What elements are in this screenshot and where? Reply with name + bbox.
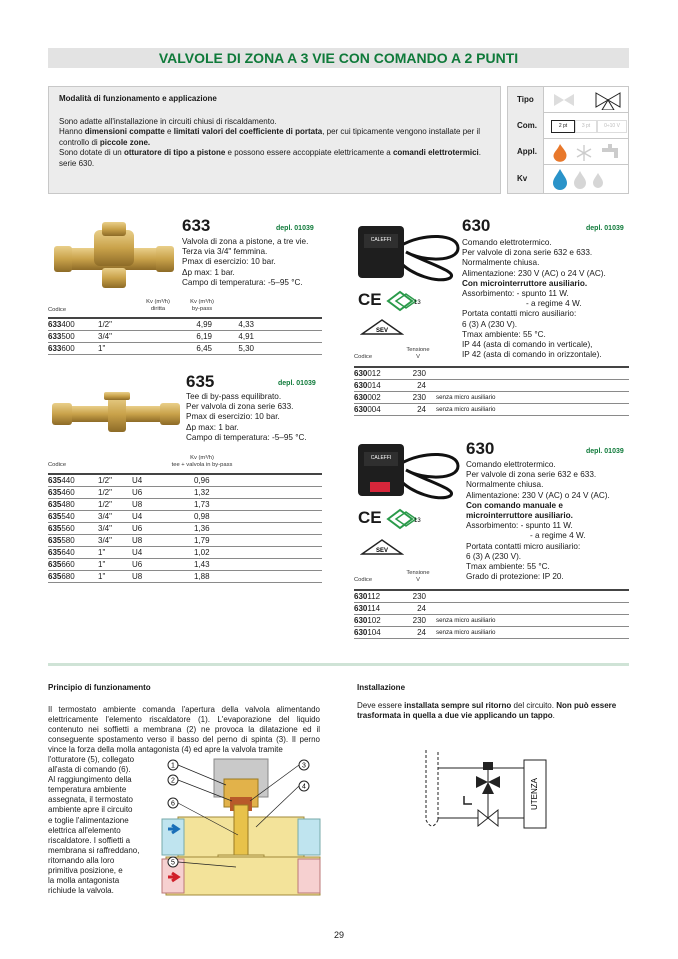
- table-row: [48, 523, 322, 535]
- p630a-col-tens: Tensione V: [406, 347, 430, 360]
- mode-p1: Sono adatte all'installazione in circuiti chiusi di riscaldamento.: [59, 116, 277, 126]
- svg-text:SEV: SEV: [375, 328, 389, 334]
- kv-diritta-cell: 6,45: [196, 344, 212, 353]
- kv-bypass-cell: 5,30: [238, 344, 254, 353]
- kv-cell: 1,73: [194, 500, 210, 509]
- code-cell: 633600: [48, 344, 75, 353]
- cat-row-kv: Kv: [508, 165, 628, 193]
- p633-col-kv1: Kv (m³/h) diritta: [146, 299, 170, 312]
- p630b-depl: depl. 01039: [586, 448, 624, 455]
- svg-text:1: 1: [171, 762, 175, 770]
- kv-cell: 0,98: [194, 512, 210, 521]
- mode-p2: Hanno dimensioni compatte e limitati valori del coefficiente di portata, per cui tipicamente vengono installate per il controllo di piccole zone.: [59, 127, 481, 147]
- com-0-10v: 0÷10 V: [597, 120, 627, 133]
- u-cell: U8: [132, 536, 143, 545]
- p633-col-kv2: Kv (m³/h) by-pass: [190, 299, 214, 312]
- code-cell: 635540: [48, 512, 75, 521]
- mode-p3: Sono dotate di un otturatore di tipo a pistone e possono essere accoppiate elettricamente a comandi elettrotermici. serie 630.: [59, 148, 481, 168]
- kv-drops-icon: [550, 168, 626, 190]
- code-cell: 633500: [48, 332, 75, 341]
- svg-text:2: 2: [171, 777, 175, 785]
- table-row: [354, 368, 629, 380]
- cat-row-com: Com. 2 pt 3 pt 0÷10 V: [508, 113, 628, 139]
- kv-cell: 0,96: [194, 476, 210, 485]
- table-row: [48, 535, 322, 547]
- valve-cutaway-diagram: [158, 755, 324, 905]
- voltage-cell: 24: [417, 628, 426, 637]
- installazione-title: Installazione: [357, 683, 406, 692]
- table-row: [354, 404, 629, 416]
- code-cell: 635480: [48, 500, 75, 509]
- kv-cell: 1,43: [194, 560, 210, 569]
- table-row: [48, 343, 322, 355]
- com-3pt: 3 pt: [575, 120, 597, 133]
- u-cell: U8: [132, 500, 143, 509]
- table-row: [48, 571, 322, 583]
- flow-arrow-icon: [464, 796, 472, 804]
- u-cell: U6: [132, 524, 143, 533]
- mode-box: [48, 86, 501, 194]
- table-row: [354, 627, 629, 639]
- installation-schematic: [406, 748, 556, 840]
- note-cell: senza micro ausiliario: [436, 629, 496, 636]
- kv-diritta-cell: 6,19: [196, 332, 212, 341]
- size-cell: 3/4": [98, 512, 112, 521]
- p630a-depl: depl. 01039: [586, 225, 624, 232]
- size-cell: 1/2": [98, 500, 112, 509]
- valve-type-icon: [550, 90, 626, 110]
- voltage-cell: 24: [417, 405, 426, 414]
- table-row: [354, 603, 629, 615]
- kv-cell: 1,02: [194, 548, 210, 557]
- actuator-630-manual-image: [354, 440, 464, 500]
- code-cell: 630012: [354, 369, 381, 378]
- code-cell: 635640: [48, 548, 75, 557]
- svg-text:6: 6: [171, 800, 175, 808]
- kv-diritta-cell: 4,99: [196, 320, 212, 329]
- table-row: [48, 559, 322, 571]
- note-cell: senza micro ausiliario: [436, 394, 496, 401]
- p630b-col-tens: Tensione V: [406, 570, 430, 583]
- table-row: [354, 392, 629, 404]
- table-row: [48, 475, 322, 487]
- category-table: [507, 86, 629, 194]
- section-separator: [48, 663, 629, 666]
- actuator-630-image: [354, 222, 464, 282]
- p633-title: 633: [182, 216, 211, 235]
- code-cell: 635460: [48, 488, 75, 497]
- voltage-cell: 24: [417, 604, 426, 613]
- code-cell: 630104: [354, 628, 381, 637]
- code-cell: 630114: [354, 604, 381, 613]
- imq-mark-icon: [386, 508, 424, 530]
- svg-text:SEV: SEV: [375, 548, 389, 554]
- kv-bypass-cell: 4,91: [238, 332, 254, 341]
- u-cell: U4: [132, 548, 143, 557]
- code-cell: 635580: [48, 536, 75, 545]
- u-cell: U4: [132, 476, 143, 485]
- p633-depl: depl. 01039: [276, 225, 314, 232]
- manual-knob-icon: [370, 482, 390, 492]
- u-cell: U6: [132, 560, 143, 569]
- mode-heading: Modalità di funzionamento e applicazione: [59, 94, 217, 103]
- kv-cell: 1,36: [194, 524, 210, 533]
- voltage-cell: 230: [412, 592, 426, 601]
- p635-title: 635: [186, 372, 215, 391]
- code-cell: 635660: [48, 560, 75, 569]
- size-cell: 1": [98, 548, 106, 557]
- ce-mark-b: CE: [358, 508, 382, 527]
- table-row: [354, 615, 629, 627]
- kv-cell: 1,88: [194, 572, 210, 581]
- size-cell: 1/2": [98, 320, 112, 329]
- p635-desc: Tee di by-pass equilibrato. Per valvola di zona serie 633. Pmax di esercizio: 10 bar. Δp max: 1 bar. Campo di temperatura: -5–95 °C.: [186, 392, 307, 442]
- installazione-text: Deve essere installata sempre sul ritorno del circuito. Non può essere trasformata in quella a due vie applicando un tappo.: [357, 701, 617, 721]
- size-cell: 3/4": [98, 536, 112, 545]
- svg-text:3: 3: [302, 762, 306, 770]
- u-cell: U6: [132, 488, 143, 497]
- table-row: [48, 331, 322, 343]
- size-cell: 1": [98, 560, 106, 569]
- voltage-cell: 230: [412, 393, 426, 402]
- p633-desc: Valvola di zona a pistone, a tre vie. Terza via 3/4" femmina. Pmax di esercizio: 10 bar. Δp max: 1 bar. Campo di temperatura: -5–95 °C.: [182, 237, 309, 287]
- size-cell: 1": [98, 572, 106, 581]
- svg-text:CALEFFI: CALEFFI: [370, 237, 392, 243]
- svg-text:4: 4: [302, 783, 306, 791]
- u-cell: U4: [132, 512, 143, 521]
- voltage-cell: 230: [412, 616, 426, 625]
- snowflake-icon: [577, 145, 591, 161]
- principio-text-narrow: l'otturatore (5), collegato all'asta di comando (6). Al raggiungimento della temperatura ambiente assegnata, il termostato ambiente apre il circuito e toglie l'alimentazione elettrica all'elemento riscaldatore. I soffietti a membrana si raffreddano, ritornando alla loro primitiva posizione, e la molla antagonista richiude la valvola.: [48, 755, 140, 896]
- table-row: [48, 547, 322, 559]
- table-row: [48, 511, 322, 523]
- table-row: [48, 487, 322, 499]
- p630b-col-codice: Codice: [354, 577, 373, 583]
- tee-635-image: [52, 392, 180, 438]
- table-row: [354, 380, 629, 392]
- u-cell: U8: [132, 572, 143, 581]
- principio-text: Il termostato ambiente comanda l'apertura della valvola alimentando elettricamente l'elemento riscaldatore (1). L'evaporazione del liquido contenuto nei soffietti a membrana (2) ne provoca la dilatazione ed il conseguente spostamento verso il basso del perno di spinta (3). Il perno vince la forza della molla antagonista (4) ed apre la valvola tramite: [48, 705, 320, 755]
- note-cell: senza micro ausiliario: [436, 406, 496, 413]
- p630a-col-codice: Codice: [354, 354, 373, 360]
- voltage-cell: 24: [417, 381, 426, 390]
- flame-icon: [554, 144, 567, 162]
- svg-text:13: 13: [414, 300, 421, 306]
- p635-depl: depl. 01039: [278, 380, 316, 387]
- code-cell: 630002: [354, 393, 381, 402]
- voltage-cell: 230: [412, 369, 426, 378]
- cat-row-tipo: Tipo: [508, 87, 628, 113]
- svg-text:5: 5: [171, 859, 175, 867]
- principio-title: Principio di funzionamento: [48, 683, 151, 692]
- p630a-title: 630: [462, 216, 491, 235]
- code-cell: 633400: [48, 320, 75, 329]
- code-cell: 630004: [354, 405, 381, 414]
- size-cell: 3/4": [98, 524, 112, 533]
- code-cell: 635680: [48, 572, 75, 581]
- size-cell: 3/4": [98, 332, 112, 341]
- code-cell: 635560: [48, 524, 75, 533]
- code-cell: 630014: [354, 381, 381, 390]
- ce-mark-a: CE: [358, 290, 382, 309]
- kv-cell: 1,32: [194, 488, 210, 497]
- application-icons: [550, 142, 626, 164]
- page-number: 29: [333, 930, 344, 940]
- p630b-title: 630: [466, 439, 495, 458]
- code-cell: 630102: [354, 616, 381, 625]
- code-cell: 635440: [48, 476, 75, 485]
- kv-bypass-cell: 4,33: [238, 320, 254, 329]
- cat-row-appl: Appl.: [508, 139, 628, 165]
- page-title: VALVOLE DI ZONA A 3 VIE CON COMANDO A 2 PUNTI: [158, 50, 519, 66]
- com-2pt: 2 pt: [551, 120, 575, 133]
- table-row: [354, 591, 629, 603]
- kv-cell: 1,79: [194, 536, 210, 545]
- size-cell: 1/2": [98, 476, 112, 485]
- tap-icon: [602, 144, 618, 158]
- p630a-desc: Comando elettrotermico. Per valvole di zona serie 632 e 633. Normalmente chiusa. Alimentazione: 230 V (AC) o 24 V (AC). Con microinterruttore ausiliario. Assorbimento: - spunto 11 W. - a regime 4 W. Portata contatti micro ausiliario: 6 (3) A (230 V). Tmax ambiente: 55 °C. IP 44 (asta di comando in verticale), IP 42 (asta di comando in orizzontale).: [462, 238, 606, 360]
- size-cell: 1/2": [98, 488, 112, 497]
- p633-col-codice: Codice: [48, 307, 67, 313]
- table-row: [48, 319, 322, 331]
- sev-mark-icon: [360, 318, 404, 336]
- sev-mark-icon: [360, 538, 404, 556]
- p635-col-codice: Codice: [48, 462, 67, 468]
- svg-text:13: 13: [414, 518, 421, 524]
- code-cell: 630112: [354, 592, 381, 601]
- page-title-bar: [48, 48, 629, 68]
- valve-633-image: [52, 218, 176, 294]
- imq-mark-icon: [386, 290, 424, 312]
- table-row: [48, 499, 322, 511]
- svg-text:CALEFFI: CALEFFI: [370, 455, 392, 461]
- size-cell: 1": [98, 344, 106, 353]
- note-cell: senza micro ausiliario: [436, 617, 496, 624]
- p635-col-kv: Kv (m³/h) tee + valvola in by-pass: [171, 455, 233, 468]
- svg-text:UTENZA: UTENZA: [530, 778, 539, 810]
- p630b-desc: Comando elettrotermico. Per valvole di zona serie 632 e 633. Normalmente chiusa. Alimentazione: 230 V (AC) o 24 V (AC). Con comando manuale e microinterruttore ausiliario. Assorbimento: - spunto 11 W. - a regime 4 W. Portata contatti micro ausiliario: 6 (3) A (230 V). Tmax ambiente: 55 °C. Grado di protezione: IP 20.: [466, 460, 610, 582]
